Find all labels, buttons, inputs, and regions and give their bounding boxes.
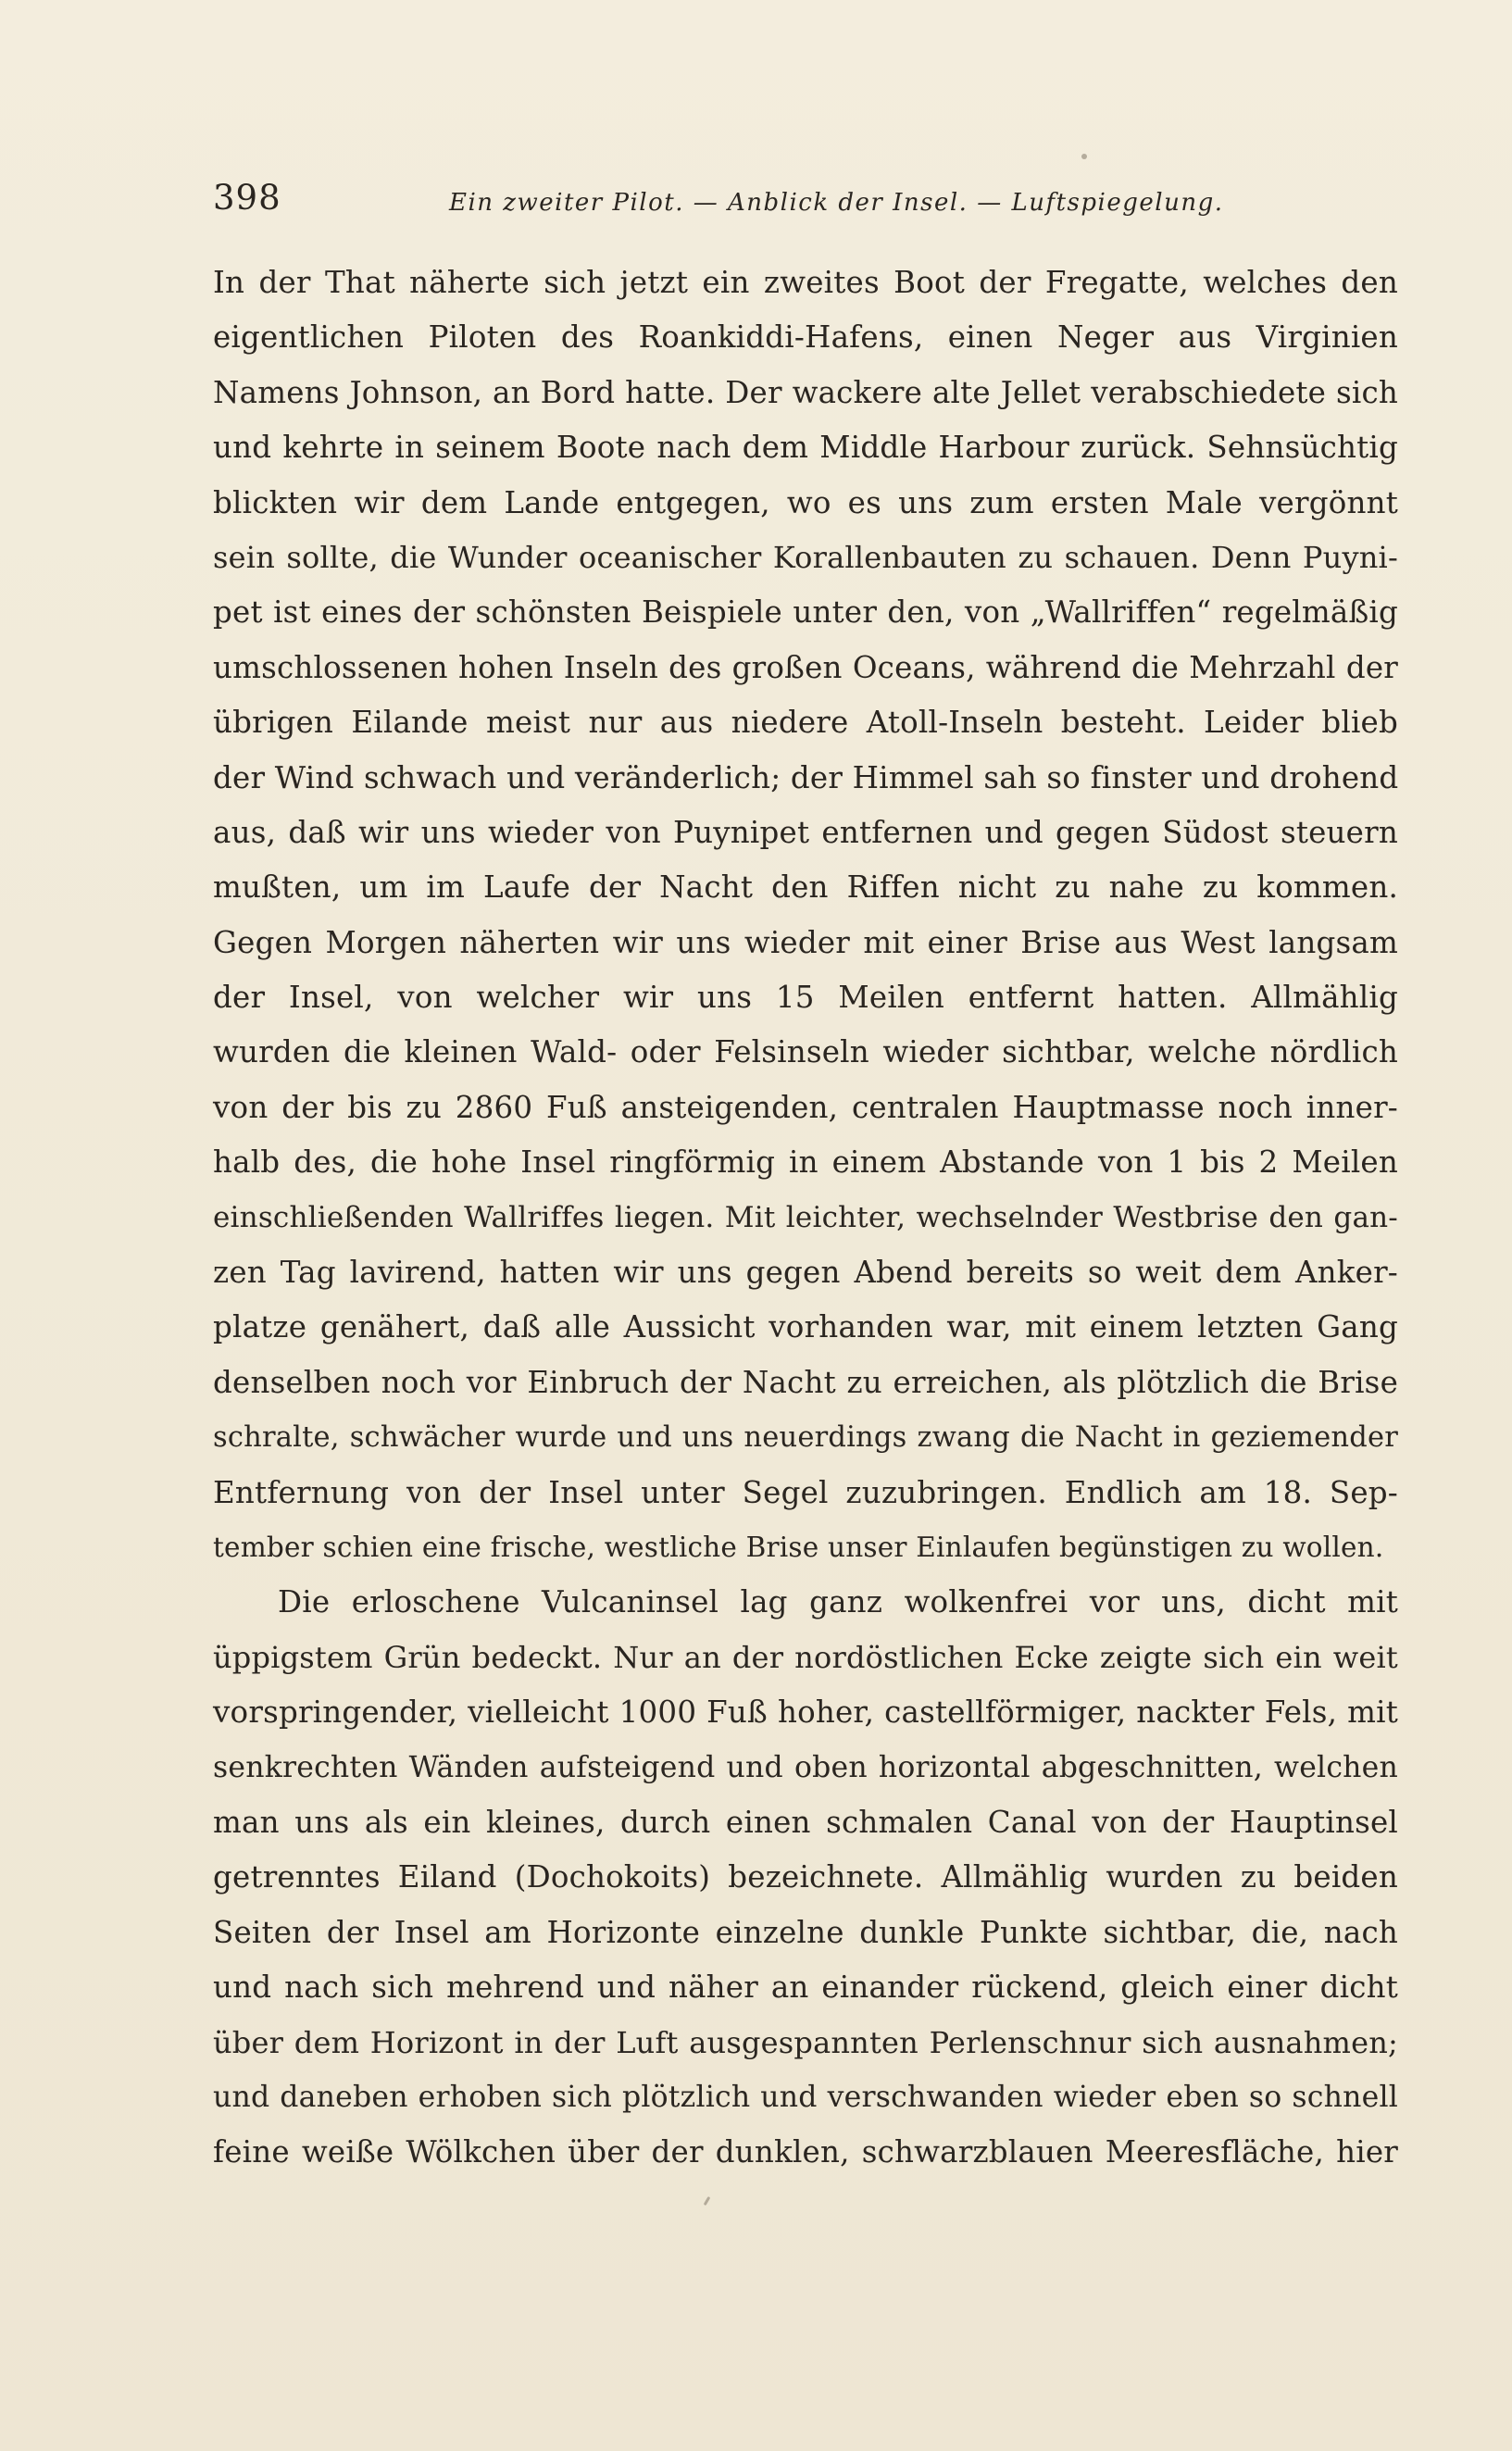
page-number: 398: [213, 178, 281, 218]
text-line: schralte, schwächer wurde und uns neuerdings zwang die Nacht in geziemender: [213, 1421, 1398, 1455]
text-line: Gegen Morgen näherten wir uns wieder mit einer Brise aus West langsam: [213, 924, 1398, 960]
body-text: [213, 256, 1398, 2181]
text-line: mußten, um im Laufe der Nacht den Riffen nicht zu nahe zu kommen.: [213, 869, 1398, 906]
text-line: Namens Johnson, an Bord hatte. Der wackere alte Jellet verabschiedete sich: [213, 374, 1398, 410]
text-line: blickten wir dem Lande entgegen, wo es uns zum ersten Male vergönnt: [213, 484, 1398, 520]
text-line: getrenntes Eiland (Dochokoits) bezeichnete. Allmählig wurden zu beiden: [213, 1859, 1398, 1895]
text-line: man uns als ein kleines, durch einen schmalen Canal von der Hauptinsel: [213, 1804, 1398, 1840]
text-line: senkrechten Wänden aufsteigend und oben horizontal abgeschnitten, welchen: [213, 1750, 1398, 1784]
text-line: denselben noch vor Einbruch der Nacht zu erreichen, als plötzlich die Brise: [213, 1364, 1398, 1400]
text-line: Die erloschene Vulcaninsel lag ganz wolkenfrei vor uns, dicht mit: [278, 1584, 1398, 1620]
text-line: Seiten der Insel am Horizonte einzelne dunkle Punkte sichtbar, die, nach: [213, 1914, 1398, 1950]
text-line: feine weiße Wölkchen über der dunklen, schwarzblauen Meeresfläche, hier: [213, 2134, 1398, 2170]
paragraph-1: [213, 256, 1398, 1575]
text-line: und daneben erhoben sich plötzlich und verschwanden wieder eben so schnell: [213, 2080, 1398, 2114]
text-line: einschließenden Wallriffes liegen. Mit leichter, wechselnder Westbrise den gan-: [213, 1200, 1398, 1234]
paper-speck: [704, 2196, 711, 2206]
text-line: umschlossenen hohen Inseln des großen Oceans, während die Mehrzahl der: [213, 649, 1398, 685]
text-line: sein sollte, die Wunder oceanischer Korallenbauten zu schauen. Denn Puyni-: [213, 539, 1398, 575]
text-line: der Insel, von welcher wir uns 15 Meilen entfernt hatten. Allmählig: [213, 980, 1398, 1016]
text-line: eigentlichen Piloten des Roankiddi-Hafens, einen Neger aus Virginien: [213, 319, 1398, 356]
text-line: vorspringender, vielleicht 1000 Fuß hoher, castellförmiger, nackter Fels, mit: [213, 1694, 1398, 1731]
text-line: Entfernung von der Insel unter Segel zuzubringen. Endlich am 18. Sep-: [213, 1474, 1398, 1510]
text-line: tember schien eine frische, westliche Brise unser Einlaufen begünstigen zu wollen.: [213, 1531, 1384, 1563]
text-line: übrigen Eilande meist nur aus niedere Atoll-Inseln besteht. Leider blieb: [213, 705, 1398, 741]
text-line: üppigstem Grün bedeckt. Nur an der nordöstlichen Ecke zeigte sich ein weit: [213, 1639, 1398, 1675]
text-line: zen Tag lavirend, hatten wir uns gegen Abend bereits so weit dem Anker-: [213, 1255, 1398, 1291]
text-line: wurden die kleinen Wald- oder Felsinseln wieder sichtbar, welche nördlich: [213, 1034, 1398, 1070]
text-line: der Wind schwach und veränderlich; der Himmel sah so finster und drohend: [213, 759, 1399, 795]
running-head: Ein zweiter Pilot. — Anblick der Insel. — Luftspiegelung.: [449, 189, 1224, 217]
paper-speck: [1081, 154, 1087, 159]
paragraph-2: [213, 1575, 1398, 2180]
text-line: und nach sich mehrend und näher an einander rückend, gleich einer dicht: [213, 1970, 1398, 2006]
text-line: In der That näherte sich jetzt ein zweites Boot der Fregatte, welches den: [213, 265, 1398, 300]
text-line: halb des, die hohe Insel ringförmig in einem Abstande von 1 bis 2 Meilen: [213, 1144, 1398, 1181]
text-line: platze genähert, daß alle Aussicht vorhanden war, mit einem letzten Gang: [213, 1309, 1398, 1345]
text-line: aus, daß wir uns wieder von Puynipet entfernen und gegen Südost steuern: [213, 814, 1398, 850]
text-line: pet ist eines der schönsten Beispiele unter den, von „Wallriffen“ regelmäßig: [213, 594, 1398, 631]
text-line: über dem Horizont in der Luft ausgespannten Perlenschnur sich ausnahmen;: [213, 2024, 1398, 2060]
text-line: und kehrte in seinem Boote nach dem Middle Harbour zurück. Sehnsüchtig: [213, 430, 1398, 466]
page-header: [213, 178, 1278, 224]
text-line: von der bis zu 2860 Fuß ansteigenden, centralen Hauptmasse noch inner-: [213, 1089, 1398, 1125]
